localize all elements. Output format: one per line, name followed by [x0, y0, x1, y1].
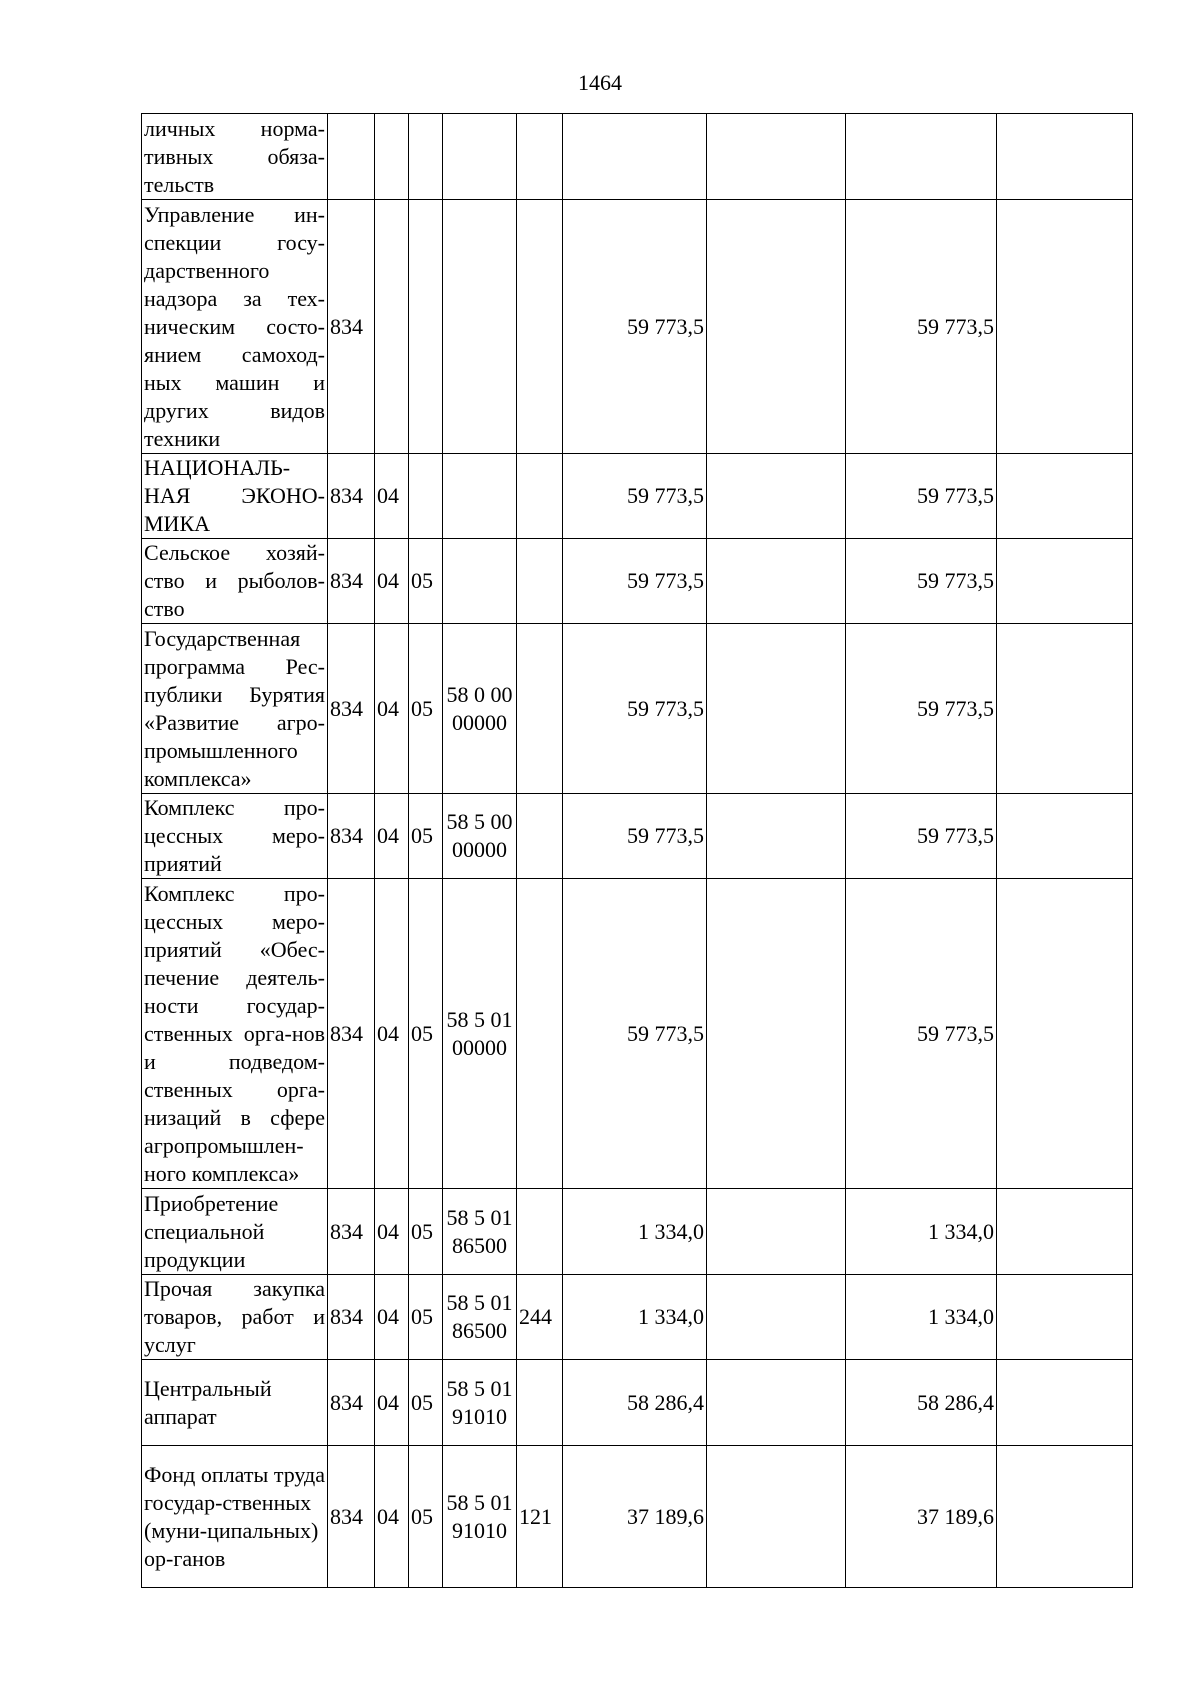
cell-sum-3: 59 773,5	[846, 539, 997, 624]
cell-rz: 04	[375, 879, 409, 1189]
cell-rz: 04	[375, 1189, 409, 1275]
cell-sum-3: 59 773,5	[846, 200, 997, 454]
cell-sum-4	[997, 114, 1133, 200]
cell-sum-2	[707, 1189, 846, 1275]
cell-sum-4	[997, 539, 1133, 624]
cell-vr	[517, 1189, 563, 1275]
cell-name: Прочая закупка товаров, работ и услуг	[142, 1275, 328, 1360]
cell-sum-4	[997, 1360, 1133, 1446]
cell-csr: 58 0 00 00000	[443, 624, 517, 794]
cell-name: личных норма-тивных обяза-тельств	[142, 114, 328, 200]
table-row	[142, 1275, 1133, 1360]
cell-pr: 05	[409, 539, 443, 624]
cell-rz: 04	[375, 1446, 409, 1588]
table-row	[142, 200, 1133, 454]
cell-pr: 05	[409, 1446, 443, 1588]
cell-sum-3: 1 334,0	[846, 1189, 997, 1275]
cell-rz	[375, 114, 409, 200]
cell-sum-4	[997, 200, 1133, 454]
cell-vr	[517, 1360, 563, 1446]
cell-rz: 04	[375, 1275, 409, 1360]
cell-csr: 58 5 01 91010	[443, 1446, 517, 1588]
cell-name: Комплекс про-цессных меро-приятий «Обес-печение деятель-ности государ-ственных орга-нов и подведом-ственных орга-низаций в сфере агропромышлен-ного комплекса»	[142, 879, 328, 1189]
table-row	[142, 879, 1133, 1189]
cell-sum-2	[707, 114, 846, 200]
cell-sum-2	[707, 539, 846, 624]
cell-sum-1: 1 334,0	[563, 1189, 707, 1275]
cell-sum-2	[707, 794, 846, 879]
cell-rz: 04	[375, 539, 409, 624]
cell-name: Приобретение специальной продукции	[142, 1189, 328, 1275]
cell-sum-1: 37 189,6	[563, 1446, 707, 1588]
cell-sum-4	[997, 624, 1133, 794]
table-row	[142, 539, 1133, 624]
cell-ved: 834	[328, 1360, 375, 1446]
cell-vr	[517, 794, 563, 879]
cell-sum-1: 1 334,0	[563, 1275, 707, 1360]
cell-csr	[443, 114, 517, 200]
table-row	[142, 1446, 1133, 1588]
cell-csr	[443, 200, 517, 454]
table-row	[142, 1189, 1133, 1275]
cell-ved: 834	[328, 794, 375, 879]
cell-ved: 834	[328, 1446, 375, 1588]
cell-sum-1: 59 773,5	[563, 454, 707, 539]
cell-sum-3: 59 773,5	[846, 624, 997, 794]
cell-csr: 58 5 01 86500	[443, 1189, 517, 1275]
cell-sum-1: 59 773,5	[563, 200, 707, 454]
cell-pr: 05	[409, 1275, 443, 1360]
cell-vr	[517, 454, 563, 539]
cell-sum-1: 58 286,4	[563, 1360, 707, 1446]
cell-rz: 04	[375, 794, 409, 879]
cell-sum-1: 59 773,5	[563, 879, 707, 1189]
cell-sum-2	[707, 1446, 846, 1588]
cell-sum-3: 37 189,6	[846, 1446, 997, 1588]
cell-sum-4	[997, 454, 1133, 539]
cell-pr	[409, 114, 443, 200]
cell-rz: 04	[375, 454, 409, 539]
budget-table	[141, 113, 1133, 1588]
cell-vr: 121	[517, 1446, 563, 1588]
cell-pr: 05	[409, 1189, 443, 1275]
cell-ved: 834	[328, 1275, 375, 1360]
cell-name: Государственная программа Рес-публики Бурятия «Развитие агро-промышленного комплекса»	[142, 624, 328, 794]
table-row	[142, 114, 1133, 200]
cell-sum-1: 59 773,5	[563, 624, 707, 794]
cell-sum-3: 59 773,5	[846, 879, 997, 1189]
cell-ved: 834	[328, 454, 375, 539]
cell-vr	[517, 539, 563, 624]
cell-vr: 244	[517, 1275, 563, 1360]
table-row	[142, 794, 1133, 879]
cell-rz	[375, 200, 409, 454]
cell-ved	[328, 114, 375, 200]
cell-sum-4	[997, 794, 1133, 879]
cell-pr	[409, 200, 443, 454]
cell-sum-2	[707, 1360, 846, 1446]
cell-ved: 834	[328, 879, 375, 1189]
cell-name: Комплекс про-цессных меро-приятий	[142, 794, 328, 879]
cell-pr: 05	[409, 1360, 443, 1446]
cell-sum-4	[997, 1275, 1133, 1360]
cell-vr	[517, 879, 563, 1189]
cell-name: Управление ин-спекции госу-дарственного надзора за тех-ническим состо-янием самоход-ных машин и других видов техники	[142, 200, 328, 454]
cell-pr	[409, 454, 443, 539]
page-number: 1464	[578, 70, 622, 95]
cell-pr: 05	[409, 794, 443, 879]
cell-pr: 05	[409, 879, 443, 1189]
cell-sum-4	[997, 1446, 1133, 1588]
table-row	[142, 1360, 1133, 1446]
cell-name: Фонд оплаты труда государ-ственных (муни-ципальных) ор-ганов	[142, 1446, 328, 1588]
cell-name: Центральный аппарат	[142, 1360, 328, 1446]
cell-rz: 04	[375, 1360, 409, 1446]
cell-csr	[443, 539, 517, 624]
cell-name: Сельское хозяй-ство и рыболов-ство	[142, 539, 328, 624]
cell-sum-1: 59 773,5	[563, 794, 707, 879]
cell-sum-3: 58 286,4	[846, 1360, 997, 1446]
cell-sum-4	[997, 1189, 1133, 1275]
cell-sum-1	[563, 114, 707, 200]
table-row	[142, 454, 1133, 539]
cell-sum-3: 1 334,0	[846, 1275, 997, 1360]
cell-ved: 834	[328, 200, 375, 454]
cell-sum-3	[846, 114, 997, 200]
cell-sum-2	[707, 200, 846, 454]
cell-sum-2	[707, 1275, 846, 1360]
table-row	[142, 624, 1133, 794]
cell-csr: 58 5 00 00000	[443, 794, 517, 879]
cell-csr: 58 5 01 91010	[443, 1360, 517, 1446]
cell-sum-4	[997, 879, 1133, 1189]
cell-sum-1: 59 773,5	[563, 539, 707, 624]
cell-csr: 58 5 01 86500	[443, 1275, 517, 1360]
cell-ved: 834	[328, 539, 375, 624]
cell-sum-3: 59 773,5	[846, 454, 997, 539]
cell-vr	[517, 200, 563, 454]
cell-rz: 04	[375, 624, 409, 794]
cell-vr	[517, 624, 563, 794]
cell-ved: 834	[328, 1189, 375, 1275]
cell-ved: 834	[328, 624, 375, 794]
cell-sum-2	[707, 879, 846, 1189]
cell-sum-2	[707, 624, 846, 794]
cell-name: НАЦИОНАЛЬ-НАЯ ЭКОНО-МИКА	[142, 454, 328, 539]
cell-csr: 58 5 01 00000	[443, 879, 517, 1189]
cell-csr	[443, 454, 517, 539]
cell-sum-2	[707, 454, 846, 539]
cell-pr: 05	[409, 624, 443, 794]
cell-vr	[517, 114, 563, 200]
cell-sum-3: 59 773,5	[846, 794, 997, 879]
